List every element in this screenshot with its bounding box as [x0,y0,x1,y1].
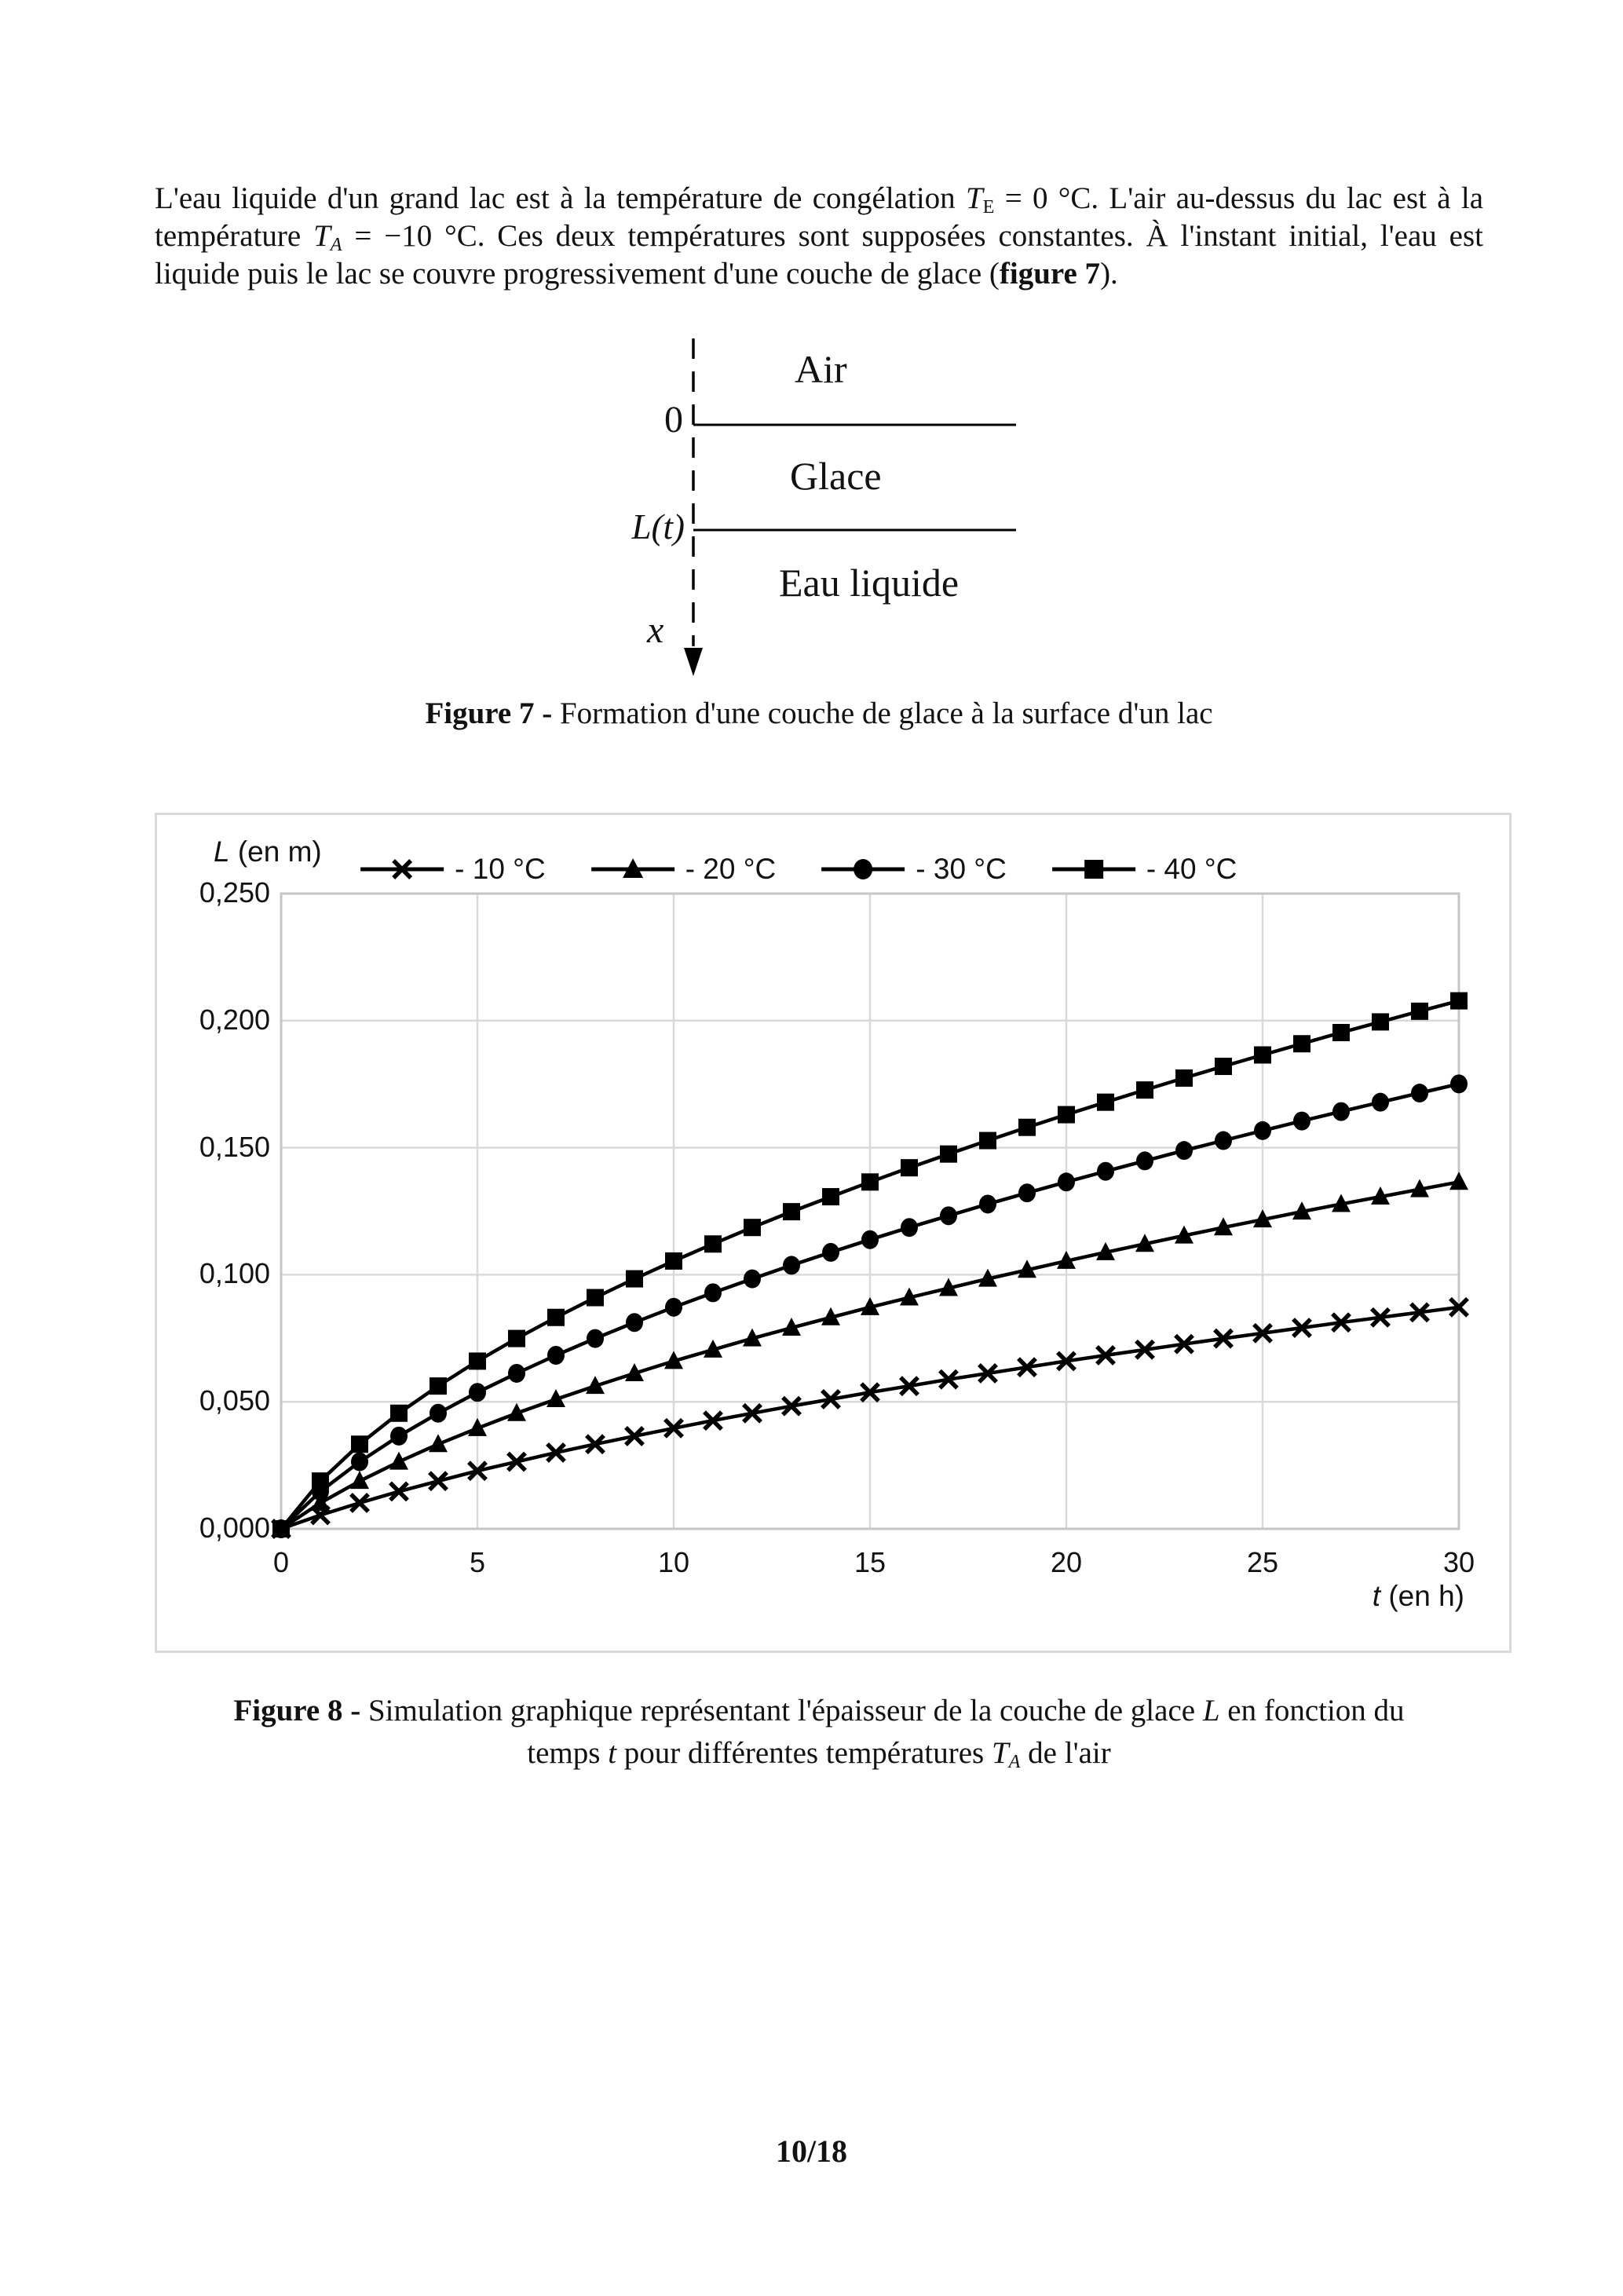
x-tick-label: 5 [469,1546,486,1578]
intro-paragraph [155,180,1483,293]
layer-label-eau-liquide: Eau liquide [779,561,960,605]
layer-label-air: Air [795,347,847,391]
x-tick-label: 15 [854,1546,886,1578]
y-axis-title [214,835,322,868]
y-tick-label: 0,100 [199,1257,270,1290]
figure8-caption-number: Figure 8 - [233,1694,368,1727]
chart-legend [359,853,1237,886]
legend-marker-x-icon [359,854,445,885]
intro-figure-ref: figure 7 [999,257,1101,291]
symbol-TA: T [313,219,331,253]
symbol-TA-subscript: A [330,234,342,256]
y-axis-title-symbol: L [214,835,230,868]
intro-text-1: L'eau liquide d'un grand lac est à la température de congélation [155,181,966,215]
legend-label: - 40 °C [1146,853,1237,885]
caption-symbol-L: L [1202,1694,1220,1727]
figure7-caption-text: Formation d'une couche de glace à la surface d'un lac [552,696,1213,730]
legend-item-minus30 [820,853,1007,886]
figure8-caption-text: en fonction du [1219,1694,1405,1727]
page-number: 10/18 [775,2133,848,2169]
x-tick-label: 10 [657,1546,690,1578]
legend-item-minus20 [590,853,777,886]
figure8-caption [155,1690,1483,1775]
figure8-caption-text: Simulation graphique représentant l'épaisseur de la couche de glace [367,1694,1203,1727]
figure8-caption-text: temps [527,1736,609,1770]
intro-text-3: = −10 °C. Ces deux températures sont supposées constantes. À l'instant initial, l'eau est liquide puis le lac se couvre progressivement d'une couche de glace ( [155,219,1483,291]
legend-marker-circle-icon [820,854,906,885]
x-axis-title [1296,1580,1464,1613]
legend-label: - 10 °C [455,853,546,885]
figure7-caption [155,696,1483,731]
legend-marker-triangle-icon [590,854,676,885]
legend-marker-square-icon [1051,854,1137,885]
figure7-caption-number: Figure 7 - [425,696,553,730]
x-axis-title-unit: (en h) [1380,1580,1464,1612]
origin-label: 0 [664,399,683,441]
layer-label-glace: Glace [790,454,882,498]
arrow-down-icon [684,648,703,676]
caption-symbol-t: t [608,1736,617,1770]
depth-label-Lt: L(t) [631,507,685,547]
y-tick-label: 0,150 [199,1130,270,1163]
symbol-TE: T [965,181,983,215]
y-tick-label: 0,050 [199,1384,270,1417]
x-axis-title-symbol: t [1372,1580,1381,1612]
y-axis-title-unit: (en m) [229,835,322,868]
legend-item-minus40 [1051,853,1237,886]
figure8-caption-line1 [155,1690,1483,1732]
symbol-TE-subscript: E [982,196,995,218]
intro-text-2: = 0 °C. L'air au-dessus du lac est à la température [155,181,1484,253]
figure8-chart-panel [155,813,1512,1653]
caption-symbol-TA: T [991,1736,1009,1770]
x-axis-label: x [647,609,664,651]
x-tick-label: 0 [272,1546,290,1578]
figure7-diagram [612,332,1052,686]
figure8-caption-text: de l'air [1020,1736,1111,1770]
figure8-caption-text: pour différentes températures [616,1736,992,1770]
legend-label: - 30 °C [916,853,1007,885]
figure8-plot [157,815,1509,1651]
y-tick-label: 0,250 [199,876,270,909]
x-tick-label: 25 [1246,1546,1279,1578]
y-tick-label: 0,200 [199,1003,270,1036]
figure8-caption-line2 [155,1732,1483,1775]
legend-item-minus10 [359,853,546,886]
legend-label: - 20 °C [685,853,777,885]
intro-text-4: ). [1100,257,1118,291]
y-tick-label: 0,000 [199,1512,270,1544]
x-tick-label: 30 [1442,1546,1475,1578]
caption-symbol-TA-subscript: A [1008,1751,1021,1773]
x-tick-label: 20 [1050,1546,1083,1578]
